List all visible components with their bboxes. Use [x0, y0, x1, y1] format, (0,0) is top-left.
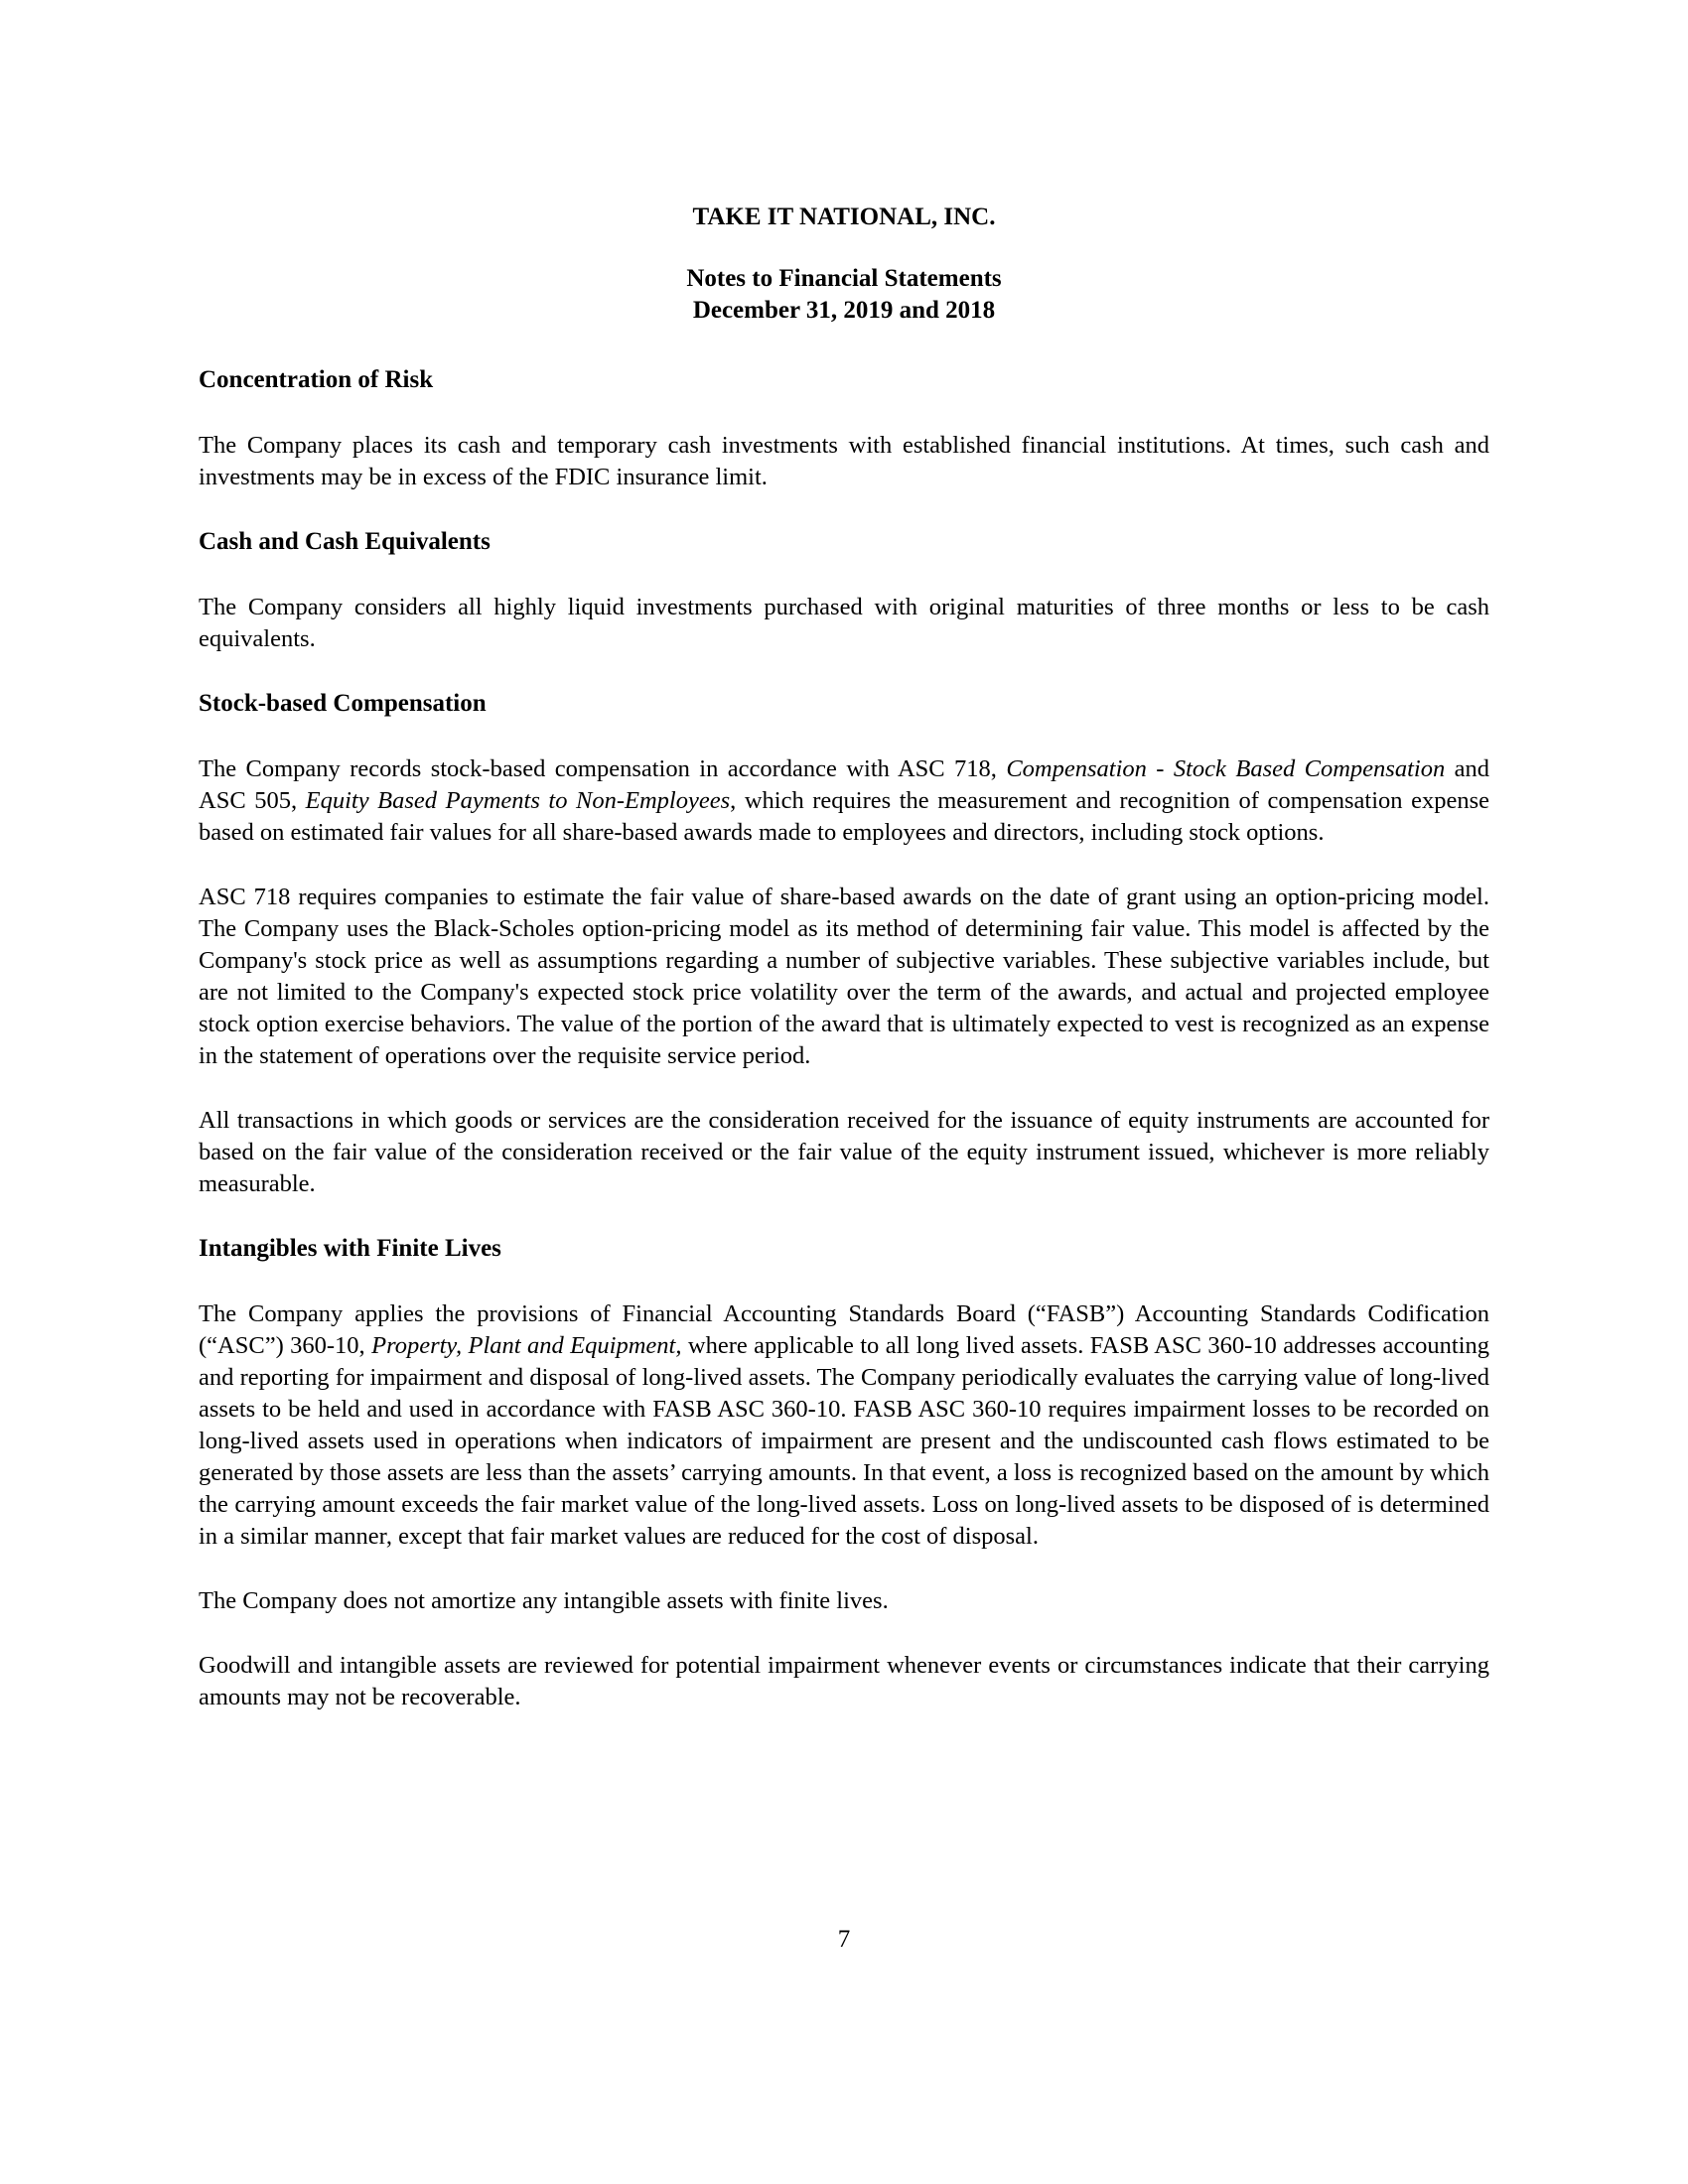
text-run: , which requires the measurement and recognition of compensation expense based on estimated fair values for all share-based awards made to employees and directors, including stock options. — [199, 787, 1489, 846]
paragraph-intangibles-3: Goodwill and intangible assets are reviewed for potential impairment whenever events or circumstances indicate that their carrying amounts may not be recoverable. — [199, 1652, 1489, 1710]
notes-content — [199, 364, 1489, 1746]
heading-intangibles: Intangibles with Finite Lives — [199, 1235, 501, 1262]
paragraph-stock-3: All transactions in which goods or services are the consideration received for the issuance of equity instruments are accounted for based on the fair value of the consideration received or the fair value of the equity instrument issued, whichever is more reliably measurable. — [199, 1107, 1489, 1197]
page-number: 7 — [837, 1926, 851, 1953]
document-period: December 31, 2019 and 2018 — [692, 297, 996, 324]
heading-stock-based-compensation: Stock-based Compensation — [199, 690, 487, 717]
text-run: where applicable to all long lived assets. FASB ASC 360-10 addresses accounting and reporting for impairment and disposal of long-lived assets. The Company periodically evaluates the carrying value of long-lived assets to be held and used in accordance with FASB ASC 360-10. FASB ASC 360-10 requires impairment losses to be recorded on long-lived assets used in operations when indicators of impairment are present and the undiscounted cash flows estimated to be generated by those assets are less than the assets’ carrying amounts. In that event, a loss is recognized based on the amount by which the carrying amount exceeds the fair market value of the long-lived assets. Loss on long-lived assets to be disposed of is determined in a similar manner, except that fair market values are reduced for the cost of disposal. — [199, 1332, 1489, 1550]
text-run: The Company records stock-based compensation in accordance with ASC 718, — [199, 755, 1007, 782]
heading-cash-equivalents: Cash and Cash Equivalents — [199, 528, 491, 555]
paragraph-stock-1 — [199, 753, 1489, 849]
paragraph-intangibles-1 — [199, 1298, 1489, 1553]
paragraph-stock-2: ASC 718 requires companies to estimate the fair value of share-based awards on the date of grant using an option-pricing model. The Company uses the Black-Scholes option-pricing model as its method of determining fair value. This model is affected by the Company's stock price as well as assumptions regarding a number of subjective variables. These subjective variables include, but are not limited to the Company's expected stock price volatility over the term of the awards, and actual and projected employee stock option exercise behaviors. The value of the portion of the award that is ultimately expected to vest is recognized as an expense in the statement of operations over the requisite service period. — [199, 884, 1489, 1069]
paragraph-cash: The Company considers all highly liquid investments purchased with original maturities of three months or less to be cash equivalents. — [199, 594, 1489, 652]
heading-concentration-of-risk: Concentration of Risk — [199, 366, 434, 393]
standard-title-italic: Compensation - Stock Based Compensation — [1006, 755, 1446, 782]
text-run: and ASC 505, — [199, 755, 1489, 814]
document-header — [199, 263, 1489, 327]
text-run: The Company applies the provisions of Financial Accounting Standards Board (“FASB”) Accounting Standards Codification (“ASC”) 360-10, — [199, 1300, 1489, 1359]
paragraph-intangibles-2: The Company does not amortize any intangible assets with finite lives. — [199, 1587, 889, 1614]
company-name: TAKE IT NATIONAL, INC. — [692, 204, 996, 230]
paragraph-concentration: The Company places its cash and temporary cash investments with established financial institutions. At times, such cash and investments may be in excess of the FDIC insurance limit. — [199, 432, 1489, 490]
standard-title-italic: Property, Plant and Equipment, — [371, 1332, 682, 1359]
document-title: Notes to Financial Statements — [686, 265, 1002, 292]
standard-title-italic: Equity Based Payments to Non-Employees — [305, 787, 731, 814]
